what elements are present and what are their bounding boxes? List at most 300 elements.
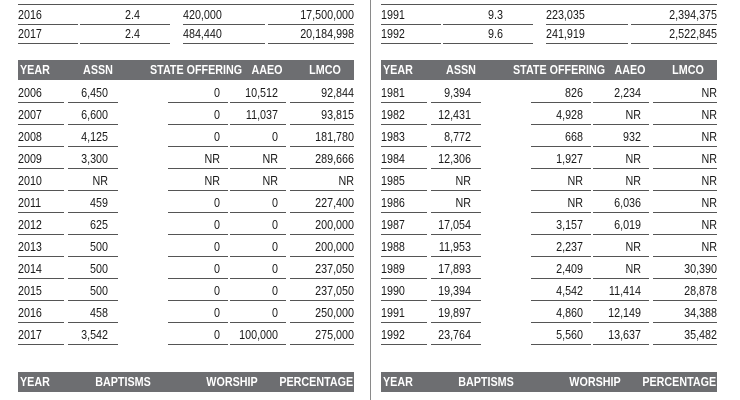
row-underline — [381, 234, 427, 235]
row-underline — [531, 322, 591, 323]
row-underline — [531, 212, 591, 213]
row-underline — [653, 102, 717, 103]
table-row — [381, 214, 717, 236]
table-cell: 100,000 — [239, 328, 278, 342]
row-underline — [431, 212, 481, 213]
table-cell: 241,919 — [546, 27, 585, 41]
table-cell: 0 — [214, 196, 220, 210]
row-underline — [431, 278, 481, 279]
left-panel — [18, 0, 354, 400]
row-underline — [653, 256, 717, 257]
table-cell: 668 — [565, 130, 583, 144]
table-cell: NR — [92, 174, 108, 188]
table-cell: 0 — [214, 108, 220, 122]
row-underline — [593, 322, 649, 323]
table-cell: 250,000 — [315, 306, 354, 320]
table-cell: NR — [262, 174, 278, 188]
row-underline — [593, 300, 649, 301]
next-table-header — [381, 372, 717, 392]
row-underline — [230, 278, 286, 279]
table-cell: 13,637 — [608, 328, 641, 342]
table-cell: 12,306 — [438, 152, 471, 166]
table-cell: 625 — [90, 218, 108, 232]
table-cell: 12,431 — [438, 108, 471, 122]
row-underline — [431, 190, 481, 191]
table-cell: 0 — [272, 284, 278, 298]
table-cell: 0 — [272, 262, 278, 276]
table-cell: 2,522,845 — [669, 27, 717, 41]
table-cell: 2016 — [18, 8, 42, 22]
row-underline — [290, 146, 354, 147]
row-underline — [168, 124, 228, 125]
table-cell: 0 — [214, 130, 220, 144]
table-cell: 459 — [90, 196, 108, 210]
table-cell: 2017 — [18, 27, 42, 41]
row-underline — [381, 102, 427, 103]
row-underline — [593, 102, 649, 103]
table-cell: 93,815 — [321, 108, 354, 122]
table-cell: NR — [701, 130, 717, 144]
table-cell: 17,500,000 — [300, 8, 354, 22]
row-underline — [381, 344, 427, 345]
row-underline — [18, 300, 64, 301]
table-cell: NR — [455, 174, 471, 188]
table-cell: 9,394 — [444, 86, 471, 100]
row-underline — [290, 190, 354, 191]
table-cell: 2011 — [18, 196, 42, 210]
row-underline — [68, 124, 118, 125]
row-underline — [593, 168, 649, 169]
table-cell: 237,050 — [315, 284, 354, 298]
table-cell: 1981 — [381, 86, 405, 100]
table-row — [18, 324, 354, 346]
panel-divider — [370, 0, 371, 400]
table-row — [381, 280, 717, 302]
column-header: YEAR — [383, 63, 413, 77]
table-cell: 0 — [214, 306, 220, 320]
row-underline — [593, 234, 649, 235]
row-underline — [18, 256, 64, 257]
row-underline — [68, 168, 118, 169]
row-underline — [68, 190, 118, 191]
table-cell: 0 — [214, 86, 220, 100]
row-underline — [381, 124, 427, 125]
table-row — [381, 192, 717, 214]
row-underline — [290, 102, 354, 103]
row-underline — [18, 190, 64, 191]
table-cell: 19,394 — [438, 284, 471, 298]
table-cell: NR — [701, 218, 717, 232]
table-cell: 4,542 — [556, 284, 583, 298]
column-header: YEAR — [20, 375, 50, 389]
row-underline — [531, 234, 591, 235]
table-cell: 28,878 — [684, 284, 717, 298]
table-cell: 19,897 — [438, 306, 471, 320]
table-cell: 826 — [565, 86, 583, 100]
table-row — [18, 126, 354, 148]
row-underline — [290, 256, 354, 257]
row-underline — [431, 256, 481, 257]
row-underline — [230, 146, 286, 147]
row-underline — [531, 102, 591, 103]
table-row — [18, 148, 354, 170]
row-underline — [230, 212, 286, 213]
table-cell: NR — [625, 240, 641, 254]
table-row — [18, 192, 354, 214]
table-row — [18, 82, 354, 104]
table-cell: 500 — [90, 240, 108, 254]
table-cell: 289,666 — [315, 152, 354, 166]
row-underline — [531, 168, 591, 169]
row-underline — [230, 300, 286, 301]
row-underline — [431, 344, 481, 345]
column-header: PERCENTAGE — [279, 375, 354, 389]
table-cell: 5,560 — [556, 328, 583, 342]
row-underline — [290, 124, 354, 125]
row-underline — [653, 212, 717, 213]
table-cell: NR — [455, 196, 471, 210]
row-underline — [531, 146, 591, 147]
table-cell: 0 — [214, 262, 220, 276]
table-cell: 6,019 — [614, 218, 641, 232]
table-cell: 8,772 — [444, 130, 471, 144]
row-underline — [531, 256, 591, 257]
table-cell: 2016 — [18, 306, 42, 320]
table-cell: 237,050 — [315, 262, 354, 276]
table-cell: 0 — [214, 328, 220, 342]
row-underline — [18, 234, 64, 235]
row-underline — [593, 190, 649, 191]
table-cell: 2009 — [18, 152, 42, 166]
table-row — [381, 148, 717, 170]
table-row — [18, 302, 354, 324]
table-cell: 181,780 — [315, 130, 354, 144]
table-row — [381, 236, 717, 258]
row-underline — [381, 190, 427, 191]
table-cell: 484,440 — [183, 27, 222, 41]
row-underline — [290, 300, 354, 301]
table-row — [381, 258, 717, 280]
table-cell: 2.4 — [125, 27, 140, 41]
row-underline — [290, 212, 354, 213]
row-underline — [431, 146, 481, 147]
table-cell: NR — [701, 174, 717, 188]
table-row — [381, 104, 717, 126]
table-cell: NR — [625, 174, 641, 188]
table-row — [381, 82, 717, 104]
table-row — [18, 258, 354, 280]
row-underline — [168, 212, 228, 213]
table-cell: NR — [567, 174, 583, 188]
row-underline — [268, 43, 354, 44]
table-cell: 92,844 — [321, 86, 354, 100]
row-underline — [593, 124, 649, 125]
row-underline — [593, 256, 649, 257]
table-cell: 1983 — [381, 130, 405, 144]
row-underline — [653, 322, 717, 323]
table-cell: 34,388 — [684, 306, 717, 320]
table-cell: 2,237 — [556, 240, 583, 254]
row-underline — [230, 190, 286, 191]
row-underline — [631, 43, 717, 44]
row-underline — [68, 278, 118, 279]
table-cell: 500 — [90, 284, 108, 298]
row-underline — [381, 43, 441, 44]
table-cell: 4,125 — [81, 130, 108, 144]
row-underline — [653, 234, 717, 235]
table-cell: 275,000 — [315, 328, 354, 342]
table-cell: 2010 — [18, 174, 42, 188]
table-cell: 9.6 — [488, 27, 503, 41]
table-cell: NR — [625, 152, 641, 166]
table-cell: NR — [701, 108, 717, 122]
table-cell: 0 — [214, 218, 220, 232]
table-row — [381, 302, 717, 324]
row-underline — [18, 322, 64, 323]
row-underline — [290, 344, 354, 345]
table-cell: 2,409 — [556, 262, 583, 276]
row-underline — [80, 43, 170, 44]
row-underline — [18, 124, 64, 125]
row-underline — [381, 212, 427, 213]
table-cell: 12,149 — [608, 306, 641, 320]
table-cell: 10,512 — [245, 86, 278, 100]
row-underline — [653, 124, 717, 125]
row-underline — [168, 278, 228, 279]
table-cell: NR — [701, 196, 717, 210]
table-cell: NR — [701, 152, 717, 166]
row-underline — [531, 278, 591, 279]
row-underline — [230, 344, 286, 345]
row-underline — [68, 212, 118, 213]
table-cell: NR — [701, 86, 717, 100]
table-cell: 2015 — [18, 284, 42, 298]
table-cell: 17,893 — [438, 262, 471, 276]
row-underline — [431, 234, 481, 235]
table-cell: 2006 — [18, 86, 42, 100]
row-underline — [381, 256, 427, 257]
table-cell: 0 — [272, 240, 278, 254]
table-cell: 1,927 — [556, 152, 583, 166]
table-cell: 500 — [90, 262, 108, 276]
column-header: ASSN — [83, 63, 113, 77]
table-cell: NR — [625, 108, 641, 122]
table-cell: 23,764 — [438, 328, 471, 342]
row-underline — [531, 124, 591, 125]
table-cell: NR — [262, 152, 278, 166]
table-cell: 2014 — [18, 262, 42, 276]
row-underline — [290, 322, 354, 323]
table-cell: 11,414 — [608, 284, 641, 298]
column-header: STATE OFFERING — [150, 63, 243, 77]
column-header: BAPTISMS — [458, 375, 514, 389]
row-underline — [230, 102, 286, 103]
table-cell: 223,035 — [546, 8, 585, 22]
row-underline — [68, 234, 118, 235]
table-cell: 2012 — [18, 218, 42, 232]
row-underline — [168, 256, 228, 257]
table-cell: 0 — [272, 130, 278, 144]
row-underline — [653, 344, 717, 345]
row-underline — [168, 168, 228, 169]
table-cell: 2.4 — [125, 8, 140, 22]
column-header: PERCENTAGE — [642, 375, 717, 389]
table-cell: 2,234 — [614, 86, 641, 100]
table-cell: 1982 — [381, 108, 405, 122]
row-underline — [593, 146, 649, 147]
table-cell: 6,600 — [81, 108, 108, 122]
row-underline — [431, 322, 481, 323]
row-underline — [68, 300, 118, 301]
table-cell: 2013 — [18, 240, 42, 254]
row-underline — [68, 322, 118, 323]
row-underline — [381, 168, 427, 169]
row-underline — [381, 146, 427, 147]
table-cell: 30,390 — [684, 262, 717, 276]
row-underline — [381, 278, 427, 279]
right-panel — [381, 0, 717, 400]
table-cell: 2,394,375 — [669, 8, 717, 22]
row-underline — [653, 168, 717, 169]
row-underline — [168, 322, 228, 323]
table-cell: 932 — [623, 130, 641, 144]
row-underline — [168, 234, 228, 235]
row-underline — [168, 190, 228, 191]
row-underline — [381, 300, 427, 301]
row-underline — [593, 278, 649, 279]
column-header: WORSHIP — [569, 375, 621, 389]
row-underline — [431, 102, 481, 103]
row-underline — [431, 300, 481, 301]
row-underline — [546, 43, 628, 44]
row-underline — [230, 256, 286, 257]
table-cell: 1989 — [381, 262, 405, 276]
row-underline — [230, 322, 286, 323]
table-header — [381, 60, 717, 80]
table-cell: 1990 — [381, 284, 405, 298]
row-underline — [18, 344, 64, 345]
row-underline — [653, 300, 717, 301]
row-underline — [18, 146, 64, 147]
row-underline — [230, 234, 286, 235]
table-row — [18, 214, 354, 236]
table-cell: 6,450 — [81, 86, 108, 100]
table-row — [18, 170, 354, 192]
column-header: BAPTISMS — [95, 375, 151, 389]
row-underline — [68, 256, 118, 257]
row-underline — [168, 102, 228, 103]
table-cell: 227,400 — [315, 196, 354, 210]
column-header: YEAR — [383, 375, 413, 389]
table-cell: NR — [204, 174, 220, 188]
column-header: STATE OFFERING — [513, 63, 606, 77]
table-cell: 4,928 — [556, 108, 583, 122]
table-cell: 1991 — [381, 306, 405, 320]
table-row — [381, 126, 717, 148]
table-cell: 1992 — [381, 27, 405, 41]
table-cell: 17,054 — [438, 218, 471, 232]
table-cell: NR — [204, 152, 220, 166]
table-cell: 3,300 — [81, 152, 108, 166]
table-cell: 458 — [90, 306, 108, 320]
row-underline — [381, 322, 427, 323]
row-underline — [68, 146, 118, 147]
table-cell: 200,000 — [315, 240, 354, 254]
table-row — [18, 104, 354, 126]
table-cell: 1986 — [381, 196, 405, 210]
row-underline — [230, 124, 286, 125]
table-cell: 9.3 — [488, 8, 503, 22]
next-table-header — [18, 372, 354, 392]
table-cell: 4,860 — [556, 306, 583, 320]
row-underline — [593, 344, 649, 345]
row-underline — [68, 102, 118, 103]
table-cell: 1991 — [381, 8, 405, 22]
table-cell: 0 — [272, 306, 278, 320]
row-underline — [531, 344, 591, 345]
table-cell: 1992 — [381, 328, 405, 342]
row-underline — [183, 43, 265, 44]
row-underline — [290, 168, 354, 169]
row-underline — [168, 344, 228, 345]
column-header: AAEO — [614, 63, 646, 77]
row-underline — [431, 124, 481, 125]
table-row — [18, 236, 354, 258]
column-header: LMCO — [672, 63, 704, 77]
row-underline — [290, 234, 354, 235]
table-cell: 11,037 — [245, 108, 278, 122]
row-underline — [68, 344, 118, 345]
column-header: WORSHIP — [206, 375, 258, 389]
table-cell: 2008 — [18, 130, 42, 144]
table-cell: 1988 — [381, 240, 405, 254]
table-row — [18, 23, 354, 45]
column-header: YEAR — [20, 63, 50, 77]
row-underline — [653, 146, 717, 147]
table-cell: NR — [625, 262, 641, 276]
row-underline — [431, 168, 481, 169]
row-underline — [443, 43, 533, 44]
row-underline — [18, 102, 64, 103]
table-cell: NR — [338, 174, 354, 188]
column-header: ASSN — [446, 63, 476, 77]
table-cell: 2017 — [18, 328, 42, 342]
row-underline — [18, 43, 78, 44]
table-header — [18, 60, 354, 80]
table-row — [381, 170, 717, 192]
table-cell: 0 — [272, 218, 278, 232]
column-header: LMCO — [309, 63, 341, 77]
table-row — [18, 280, 354, 302]
row-underline — [653, 278, 717, 279]
table-cell: 0 — [214, 284, 220, 298]
table-row — [381, 23, 717, 45]
table-cell: 6,036 — [614, 196, 641, 210]
table-cell: 420,000 — [183, 8, 222, 22]
row-underline — [531, 190, 591, 191]
row-underline — [18, 168, 64, 169]
row-underline — [531, 300, 591, 301]
column-header: AAEO — [251, 63, 283, 77]
row-underline — [593, 212, 649, 213]
row-underline — [230, 168, 286, 169]
table-row — [381, 324, 717, 346]
table-cell: 0 — [272, 196, 278, 210]
table-cell: 1987 — [381, 218, 405, 232]
row-underline — [18, 278, 64, 279]
table-cell: 200,000 — [315, 218, 354, 232]
table-cell: 2007 — [18, 108, 42, 122]
